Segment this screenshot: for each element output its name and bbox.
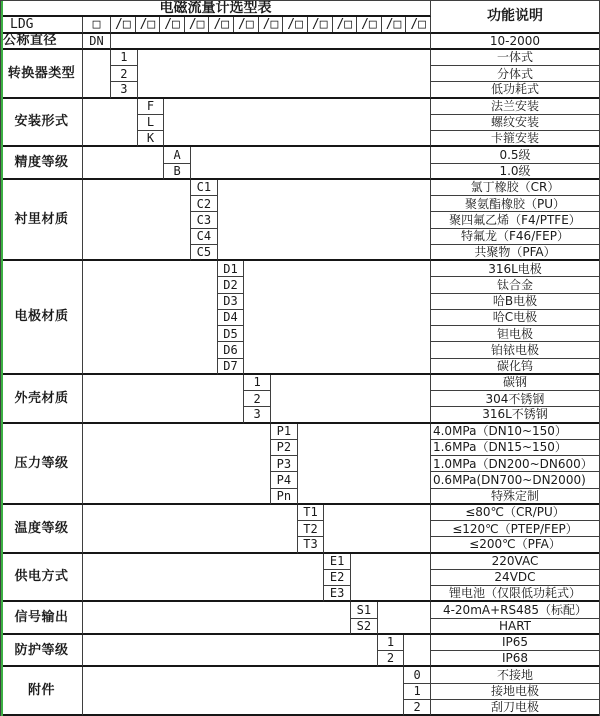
spacer-cell (138, 50, 431, 99)
desc-cell: 一体式 (431, 50, 599, 66)
spacer-cell (83, 554, 324, 603)
spacer-cell (298, 424, 431, 505)
category-label: 安装形式 (1, 99, 83, 148)
model-slot: /□ (234, 17, 259, 31)
code-cell: 1 (244, 375, 271, 391)
code-cell: C5 (191, 245, 218, 261)
model-slot: /□ (209, 17, 234, 31)
desc-cell: 聚氨酯橡胶（PU） (431, 196, 599, 212)
code-cell: D4 (218, 310, 245, 326)
spacer-cell (351, 554, 431, 603)
model-slot: /□ (111, 17, 136, 31)
code-cell: C2 (191, 196, 218, 212)
code-cell: P4 (271, 472, 298, 488)
code-cell: 1 (404, 684, 431, 700)
category-label: 供电方式 (1, 554, 83, 603)
spacer-cell (191, 147, 431, 180)
spacer-cell (378, 602, 431, 635)
spacer-cell (83, 180, 191, 261)
code-cell: 3 (244, 407, 271, 423)
spacer-cell (83, 50, 111, 99)
code-cell: Pn (271, 489, 298, 505)
desc-cell: 法兰安装 (431, 99, 599, 115)
code-cell: B (164, 164, 191, 180)
spacer-cell (324, 505, 431, 554)
desc-cell: 接地电极 (431, 684, 599, 700)
spacer-cell (83, 375, 244, 424)
desc-cell: 分体式 (431, 66, 599, 82)
code-cell: D1 (218, 261, 245, 277)
model-slot: /□ (308, 17, 333, 31)
left-edge-highlight (1, 1, 3, 716)
desc-cell: ≤120℃（PTEP/FEP） (431, 521, 599, 537)
desc-cell: IP65 (431, 635, 599, 651)
desc-cell: 低功耗式 (431, 82, 599, 98)
desc-cell: 钛合金 (431, 277, 599, 293)
spacer-cell (83, 424, 271, 505)
code-cell: P2 (271, 440, 298, 456)
category-label: 电极材质 (1, 261, 83, 375)
code-cell: 1 (378, 635, 405, 651)
code-cell: E3 (324, 586, 351, 602)
code-cell: DN (83, 34, 111, 50)
model-slot-row (111, 17, 431, 33)
code-cell: 2 (378, 651, 405, 667)
model-slot: /□ (185, 17, 210, 31)
model-prefix: LDG (1, 17, 83, 33)
code-cell: C3 (191, 212, 218, 228)
desc-cell: 共聚物（PFA） (431, 245, 599, 261)
code-cell: F (138, 99, 165, 115)
spacer-cell (83, 505, 298, 554)
category-label: 精度等级 (1, 147, 83, 180)
code-cell: P3 (271, 456, 298, 472)
desc-cell: HART (431, 619, 599, 635)
desc-cell: 316L不锈钢 (431, 407, 599, 423)
desc-cell: 304不锈钢 (431, 391, 599, 407)
code-cell: D7 (218, 359, 245, 375)
code-cell: A (164, 147, 191, 163)
model-slot: /□ (357, 17, 382, 31)
desc-cell: 卡箍安装 (431, 131, 599, 147)
desc-cell: IP68 (431, 651, 599, 667)
code-cell: P1 (271, 424, 298, 440)
desc-cell: 10-2000 (431, 34, 599, 50)
desc-cell: 0.5级 (431, 147, 599, 163)
category-label: 温度等级 (1, 505, 83, 554)
table-title: 电磁流量计选型表 (1, 1, 431, 17)
spacer-cell (83, 667, 404, 716)
desc-cell: 316L电极 (431, 261, 599, 277)
desc-cell: 哈C电极 (431, 310, 599, 326)
code-cell: T2 (298, 521, 325, 537)
spacer-cell (111, 34, 431, 50)
code-cell: 2 (244, 391, 271, 407)
desc-cell: 1.0MPa（DN200~DN600） (431, 456, 599, 472)
category-label: 防护等级 (1, 635, 83, 668)
code-cell: 0 (404, 667, 431, 683)
code-cell: C1 (191, 180, 218, 196)
spacer-cell (404, 635, 431, 668)
desc-cell: 氯丁橡胶（CR） (431, 180, 599, 196)
desc-cell: 不接地 (431, 667, 599, 683)
desc-cell: 铂铱电极 (431, 342, 599, 358)
code-cell: 2 (404, 700, 431, 716)
category-label: 衬里材质 (1, 180, 83, 261)
category-label: 转换器类型 (1, 50, 83, 99)
desc-cell: 碳钢 (431, 375, 599, 391)
function-column-header: 功能说明 (431, 1, 599, 34)
spacer-cell (218, 180, 431, 261)
code-cell: K (138, 131, 165, 147)
spacer-cell (244, 261, 431, 375)
model-slot: /□ (259, 17, 284, 31)
desc-cell: 特殊定制 (431, 489, 599, 505)
category-label: 信号输出 (1, 602, 83, 635)
code-cell: L (138, 115, 165, 131)
code-cell: E1 (324, 554, 351, 570)
spacer-cell (83, 261, 218, 375)
model-slot: /□ (283, 17, 308, 31)
desc-cell: ≤80℃（CR/PU） (431, 505, 599, 521)
desc-cell: 哈B电极 (431, 294, 599, 310)
spacer-cell (83, 147, 164, 180)
code-cell: C4 (191, 229, 218, 245)
code-cell: D5 (218, 326, 245, 342)
desc-cell: 24VDC (431, 570, 599, 586)
desc-cell: 聚四氟乙烯（F4/PTFE） (431, 212, 599, 228)
desc-cell: 220VAC (431, 554, 599, 570)
category-label: 公称直径 (1, 34, 83, 50)
category-label: 附件 (1, 667, 83, 716)
code-cell: 3 (111, 82, 138, 98)
code-cell: D3 (218, 294, 245, 310)
code-cell: D2 (218, 277, 245, 293)
model-slot: /□ (410, 17, 426, 32)
code-cell: 1 (111, 50, 138, 66)
desc-cell: 螺纹安装 (431, 115, 599, 131)
code-cell: T3 (298, 537, 325, 553)
desc-cell: 刮刀电极 (431, 700, 599, 716)
desc-cell: 钽电极 (431, 326, 599, 342)
desc-cell: 4-20mA+RS485（标配） (431, 602, 599, 618)
spacer-cell (164, 99, 431, 148)
desc-cell: ≤200℃（PFA） (431, 537, 599, 553)
model-slot: /□ (136, 17, 161, 31)
model-slot: /□ (333, 17, 358, 31)
category-label: 外壳材质 (1, 375, 83, 424)
desc-cell: 4.0MPa（DN10~150） (431, 424, 599, 440)
code-cell: T1 (298, 505, 325, 521)
spacer-cell (83, 602, 351, 635)
model-slot: /□ (160, 17, 185, 31)
code-cell: 2 (111, 66, 138, 82)
desc-cell: 1.6MPa（DN15~150） (431, 440, 599, 456)
desc-cell: 0.6MPa(DN700~DN2000) (431, 472, 599, 488)
code-cell: D6 (218, 342, 245, 358)
model-box-cell: □ (83, 17, 111, 33)
desc-cell: 锂电池（仅限低功耗式） (431, 586, 599, 602)
code-cell: S1 (351, 602, 378, 618)
spacer-cell (83, 635, 378, 668)
desc-cell: 特氟龙（F46/FEP） (431, 229, 599, 245)
category-label: 压力等级 (1, 424, 83, 505)
code-cell: E2 (324, 570, 351, 586)
spacer-cell (83, 99, 138, 148)
spacer-cell (271, 375, 431, 424)
model-slot: /□ (382, 17, 407, 31)
desc-cell: 碳化钨 (431, 359, 599, 375)
desc-cell: 1.0级 (431, 164, 599, 180)
code-cell: S2 (351, 619, 378, 635)
